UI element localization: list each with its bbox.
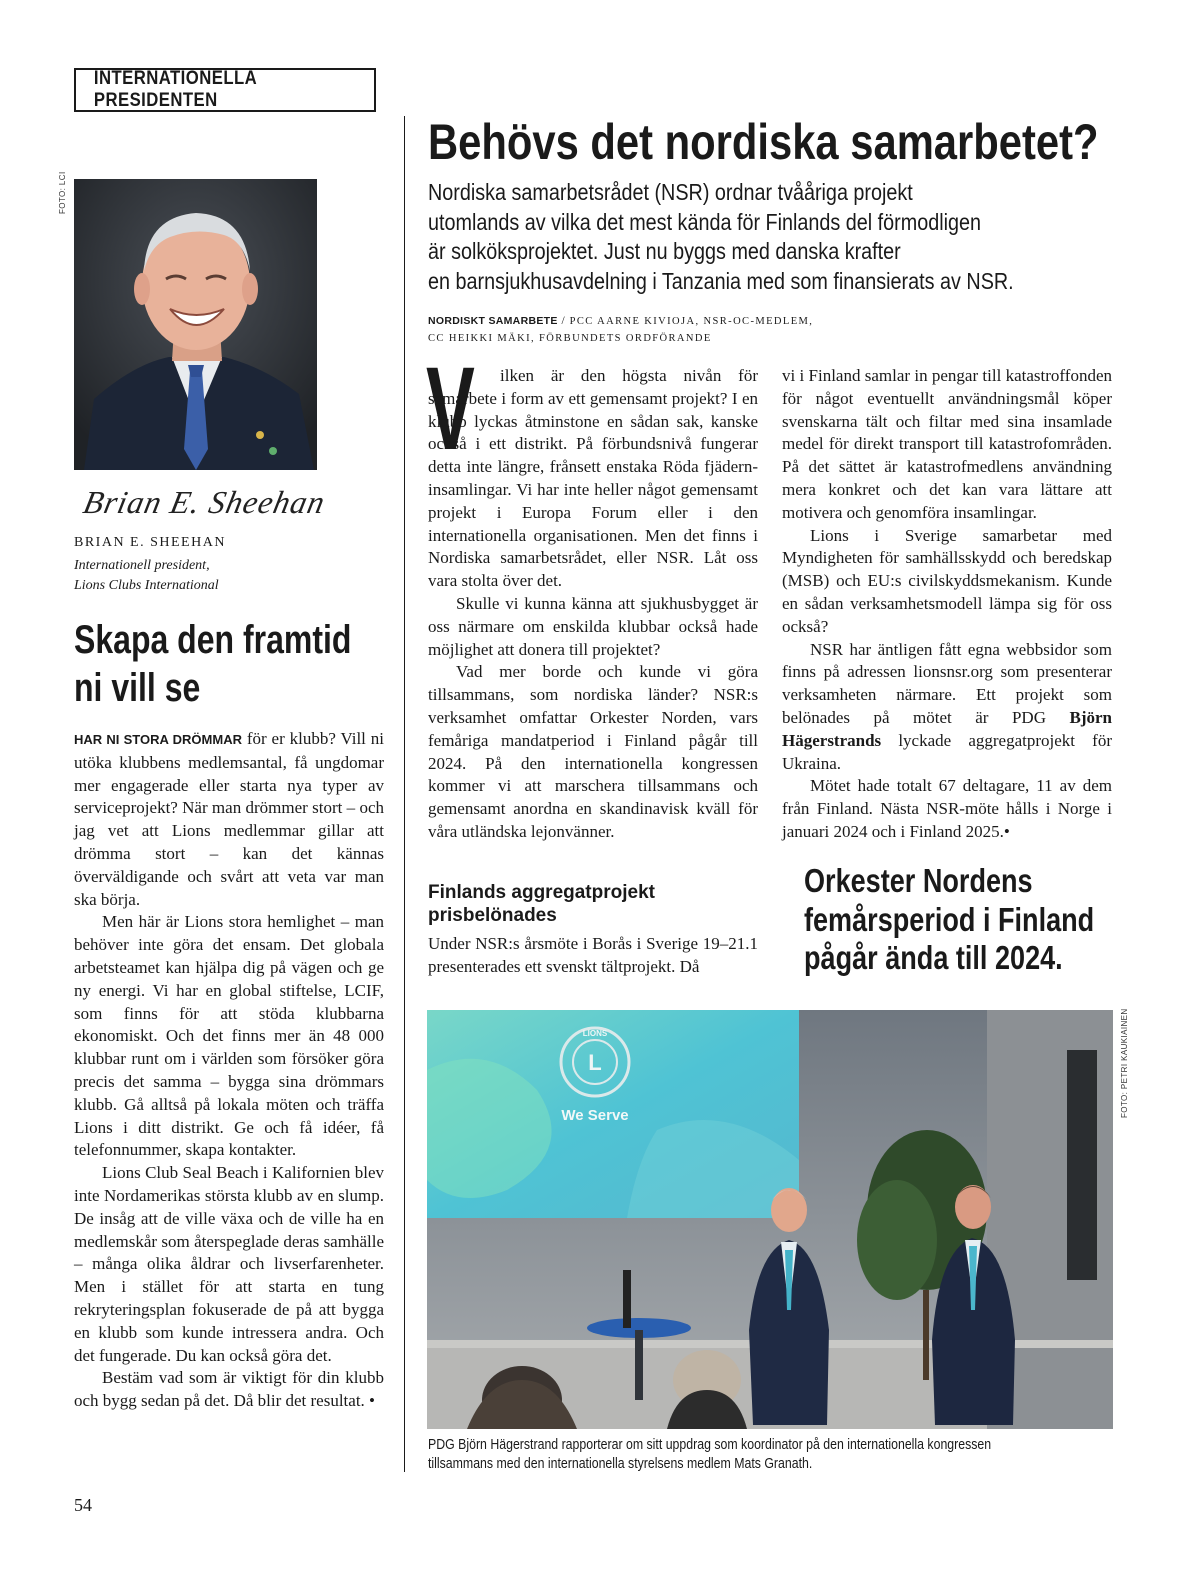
main-ingress	[428, 178, 1188, 296]
leadin: HAR NI STORA DRÖMMAR	[74, 732, 242, 747]
portrait-photo	[74, 179, 317, 470]
main-paragraph-text: NSR har äntligen fått egna webbsidor som finns på adressen lionsnsr.org som presenterar verksamheten närmare. Ett projekt som belönades på mötet är PDG	[782, 639, 1112, 727]
pull-quote-line: femårsperiod i Finland	[804, 900, 1095, 938]
subheading-text	[428, 933, 758, 979]
main-paragraph: Under NSR:s årsmöte i Borås i Sverige 19–21.1 presenterades ett svenskt tältprojekt. Då	[428, 934, 758, 976]
bold-name: Björn Hägerstrands	[782, 707, 1112, 750]
drop-cap: V	[426, 343, 475, 475]
left-headline-line: Skapa den framtid	[74, 618, 352, 662]
left-paragraph-text: för er klubb? Vill ni utöka klubbens medlemsantal, få ungdomar mer engagerade eller starta nya typer av serviceprojekt? När man drömmer stort – och jag vet att Lions medlemmar gillar att drömma stort – kan det kännas överväldigande och svårt att veta var man ska börja.	[74, 729, 384, 909]
photo-caption	[428, 1436, 1091, 1474]
byline-separator: /	[557, 315, 570, 327]
left-paragraph: Men här är Lions stora hemlighet – man behöver inte göra det ensam. Det globala arbetsteamet kan hjälpa dig på vägen och ge ny energi. Vi har en global stiftelse, LCIF, som finns för att stöda klubbarna ekonomiskt. Och det finns mer än 48 000 klubbar runt om i världen som försöker göra precis det samma – bygga sina drömmars klubb. Gå alltså på lokala möten och träffa Lions i ditt distrikt. Ge och få idéer, få telefonnummer, skapa kontakter.	[74, 912, 384, 1160]
main-column-1	[428, 365, 758, 844]
portrait-illustration	[74, 179, 317, 470]
main-paragraph: vi i Finland samlar in pengar till katastroffonden för något eventuellt användningsmål köper svenskarna tält och filtar med sina insamlade medel för direkt transport till katastrofområden. På det sättet är katastrofmedlens användning mera konkret och det kan vara lättare att motivera och genomföra insamlingar.	[782, 366, 1112, 522]
main-paragraph-text: lyckade aggregatprojekt för Ukraina.	[782, 730, 1112, 773]
lions-logo-letter: L	[588, 1050, 602, 1075]
caption-line: PDG Björn Hägerstrand rapporterar om sitt uppdrag som koordinator på den internationella kongressen	[428, 1437, 992, 1453]
byline-authors: CC HEIKKI MÄKI, FÖRBUNDETS ORDFÖRANDE	[428, 333, 712, 344]
ingress-line: utomlands av vilka det mest kända för Finlands del förmodligen	[428, 208, 982, 235]
left-paragraph	[74, 728, 384, 911]
byline-authors: PCC AARNE KIVIOJA, NSR-OC-MEDLEM,	[569, 316, 814, 327]
caption-line: tillsammans med den internationella styrelsens medlem Mats Granath.	[428, 1456, 813, 1472]
left-paragraph: Lions Club Seal Beach i Kalifornien blev inte Nordamerikas största klubb av en slump. De insåg att de ville växa och de ville ha en medlemskår som återspeglade deras samhälle – många olika åldrar och livserfarenheter. Men i stället för att starta en tung rekryteringsplan fokuserade de på att bygga en klubb som kunde intressera andra. Och det fungerade. Du kan också göra det.	[74, 1163, 384, 1365]
portrait-photo-credit: FOTO: LCI	[58, 171, 67, 214]
pull-quote-line: pågår ända till 2024.	[804, 939, 1063, 976]
main-paragraph: Skulle vi kunna känna att sjukhusbygget är oss närmare om enskilda klubbar också hade möjlighet att donera till projektet?	[428, 593, 758, 659]
pull-quote	[804, 862, 1158, 978]
subheading: Finlands aggregatprojekt prisbelönades	[428, 882, 655, 926]
lions-logo-ring-text: LIONS	[582, 1029, 608, 1038]
author-name: BRIAN E. SHEEHAN	[74, 535, 226, 550]
main-paragraph: Mötet hade totalt 67 deltagare, 11 av dem från Finland. Nästa NSR-möte hålls i Norge i januari 2024 och i Finland 2025.•	[782, 776, 1112, 841]
main-paragraph: Lions i Sverige samarbetar med Myndigheten för samhällsskydd och beredskap (MSB) och EU:s civilskyddsmekanism. Kunde en sådan verksamhetsmodell lämpa sig för oss också?	[782, 525, 1112, 636]
main-paragraph	[428, 365, 758, 593]
ingress-line: är solköksprojektet. Just nu byggs med danska krafter	[428, 238, 901, 264]
byline	[428, 313, 813, 347]
main-paragraph-text: ilken är den högsta nivån för samarbete i form av ett gemensamt projekt? I en klubb lyckas åtminstone en sådan sak, kanske också i ett distrikt. På förbundsnivå fungerar detta inte längre, frånsett enstaka Röda fjädern-insamlingar. Vi har inte heller något gemensamt projekt i Europa Forum eller i den internationella organisationen. Men det finns i Nordiska samarbetsrådet, eller NSR. Låt oss vara stolta över det.	[428, 366, 758, 591]
main-column-2	[782, 365, 1112, 844]
ingress-line: Nordiska samarbetsrådet (NSR) ordnar tvååriga projekt	[428, 179, 913, 205]
left-article-headline	[74, 616, 394, 712]
event-photo-illustration	[427, 1010, 1113, 1429]
author-role	[74, 556, 219, 596]
left-paragraph: Bestäm vad som är viktigt för din klubb och bygg sedan på det. Då blir det resultat. •	[74, 1368, 384, 1411]
left-article-body	[74, 728, 384, 1413]
section-label	[74, 68, 376, 112]
author-role-line: Internationell president,	[74, 558, 210, 573]
photo-credit: FOTO: PETRI KAUKIAINEN	[1120, 1008, 1129, 1118]
event-photo	[427, 1010, 1113, 1429]
left-headline-line: ni vill se	[74, 666, 201, 710]
pull-quote-line: Orkester Nordens	[804, 862, 1033, 899]
main-headline: Behövs det nordiska samarbetet?	[428, 114, 1099, 170]
page-number: 54	[74, 1495, 92, 1515]
byline-label: NORDISKT SAMARBETE	[428, 315, 558, 327]
column-divider	[404, 116, 405, 1472]
section-label-text: INTERNATIONELLA PRESIDENTEN	[93, 68, 257, 111]
main-paragraph: Vad mer borde och kunde vi göra tillsammans, som nordiska länder? NSR:s verksamhet omfattar Orkester Norden, vars femåriga mandatperiod i Finland pågår till 2024. På den internationella kongressen kommer vi att marschera tillsammans och gemensamt anordna en skandinavisk kväll för våra utländska lejonvänner.	[428, 662, 758, 841]
main-paragraph	[782, 639, 1112, 776]
screen-slogan: We Serve	[561, 1107, 629, 1124]
author-signature: Brian E. Sheehan	[80, 484, 329, 520]
author-role-line: Lions Clubs International	[74, 578, 219, 593]
ingress-line: en barnsjukhusavdelning i Tanzania med som finansierats av NSR.	[428, 267, 1014, 294]
